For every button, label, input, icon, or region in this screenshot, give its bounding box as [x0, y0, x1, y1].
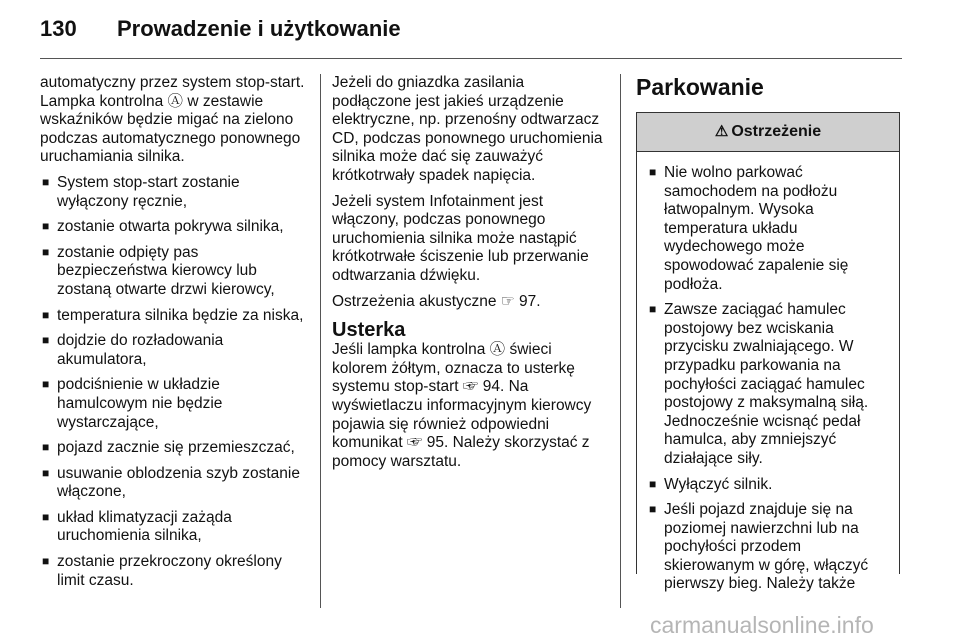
fault-heading: Usterka [332, 319, 406, 342]
list-item: ■ zostanie otwarta pokrywa silnika, [40, 218, 310, 237]
infotainment-paragraph: Jeżeli system Infotainment jest włączony, podczas ponownego uruchomienia silnika może nastąpić krótkotrwałe ściszenie lub przerwanie odtwarzania dźwięku. [332, 192, 589, 284]
list-item: ■ dojdzie do rozładowania akumulatora, [40, 332, 310, 369]
parking-heading: Parkowanie [636, 74, 764, 100]
warning-title: Ostrzeżenie [731, 122, 822, 140]
list-item: ■ pojazd zacznie się przemieszczać, [40, 439, 310, 458]
warning-body [637, 152, 899, 594]
column-divider [620, 74, 621, 608]
fault-paragraph: Jeśli lampka kontrolna Ⓐ świeci kolorem żółtym, oznacza to usterkę systemu stop-start ☞ 94. Na wyświetlaczu informacyjnym kierowcy pojawia się również odpowiedni komunikat ☞ 95. Należy skorzystać z pomocy warsztatu. [332, 341, 592, 470]
list-item: ■ zostanie przekroczony określony limit czasu. [40, 553, 310, 590]
list-item: ■ Wyłączyć silnik. [647, 476, 891, 495]
warning-list [647, 164, 891, 594]
watermark: carmanualsonline.info [650, 612, 874, 638]
column-divider [320, 74, 321, 608]
acoustic-warnings-reference: Ostrzeżenia akustyczne ☞ 97. [332, 292, 541, 310]
page-title: Prowadzenie i użytkowanie [117, 16, 401, 41]
list-item: ■ Nie wolno parkować samochodem na podłożu łatwopalnym. Wysoka temperatura układu wydechowego może spowodować zapalenie się podłoża. [647, 164, 891, 294]
page-header [40, 12, 902, 48]
column-middle [332, 74, 604, 478]
warning-triangle-icon: ⚠ [714, 122, 729, 140]
list-item: ■ Zawsze zaciągać hamulec postojowy bez wciskania przycisku zwalniającego. W przypadku parkowania na pochyłości zaciągać hamulec postojowy z maksymalną siłą. Jednocześnie wcisnąć pedał hamulca, aby zmniejszyć działające siły. [647, 301, 891, 468]
list-item: ■ podciśnienie w układzie hamulcowym nie będzie wystarczające, [40, 376, 310, 432]
power-socket-paragraph: Jeżeli do gniazdka zasilania podłączone jest jakieś urządzenie elektryczne, np. przenośny odtwarzacz CD, podczas ponownego uruchomienia silnika może dać się zauważyć krótkotrwały spadek napięcia. [332, 74, 603, 184]
list-item: ■ usuwanie oblodzenia szyb zostanie włączone, [40, 465, 310, 502]
list-item: ■ zostanie odpięty pas bezpieczeństwa kierowcy lub zostaną otwarte drzwi kierowcy, [40, 244, 310, 300]
list-item: ■ temperatura silnika będzie za niska, [40, 307, 310, 326]
list-item: ■ System stop-start zostanie wyłączony ręcznie, [40, 174, 310, 211]
column-left [40, 74, 310, 597]
list-item: ■ Jeśli pojazd znajduje się na poziomej nawierzchni lub na pochyłości przodem skierowanym w górę, włączyć pierwszy bieg. Należy także [647, 501, 891, 594]
page-number: 130 [40, 16, 77, 41]
header-divider [40, 58, 902, 59]
intro-paragraph: automatyczny przez system stop-start. Lampka kontrolna Ⓐ w zestawie wskaźników będzie migać na zielono podczas automatycznego ponownego uruchamiania silnika. [40, 74, 305, 166]
stop-start-conditions-list [40, 174, 310, 590]
list-item: ■ układ klimatyzacji zażąda uruchomienia silnika, [40, 509, 310, 546]
column-right [636, 74, 900, 593]
warning-header [637, 112, 899, 152]
warning-box [636, 112, 900, 593]
